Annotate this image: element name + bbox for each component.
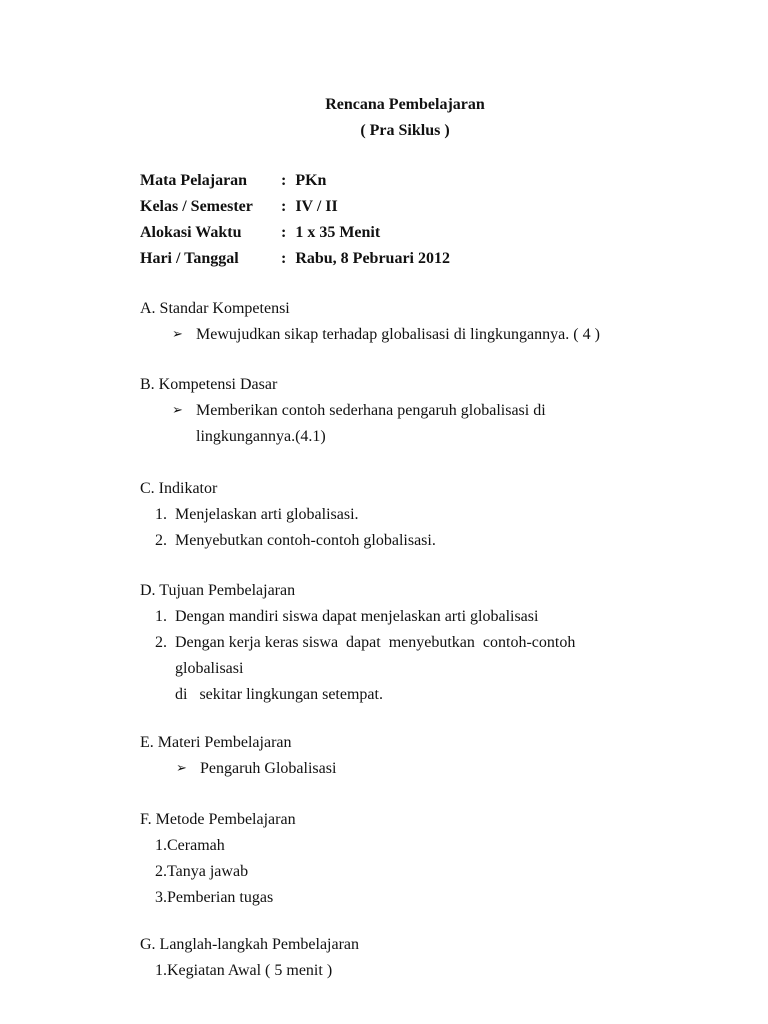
section-heading: D. Tujuan Pembelajaran (140, 582, 296, 599)
section-heading: B. Kompetensi Dasar (140, 376, 278, 393)
meta-row-class-semester (140, 194, 640, 220)
meta-separator: : (281, 250, 287, 267)
section-heading: E. Materi Pembelajaran (140, 734, 292, 751)
list-item-text: Menjelaskan arti globalisasi. (175, 506, 359, 523)
list-item (140, 604, 640, 630)
list-item (140, 398, 640, 450)
meta-label: Hari / Tanggal (140, 250, 239, 267)
section-heading: A. Standar Kompetensi (140, 300, 290, 317)
section-langkah-langkah-pembelajaran (140, 932, 640, 984)
meta-value: PKn (295, 172, 327, 189)
list-item-text: Kegiatan Awal ( 5 menit ) (167, 962, 333, 979)
meta-row-time-allocation (140, 220, 640, 246)
section-indikator (140, 476, 640, 554)
meta-separator: : (281, 224, 287, 241)
arrow-bullet-icon: ➢ (172, 403, 183, 418)
list-number: 2. (155, 532, 167, 549)
section-materi-pembelajaran (140, 730, 640, 782)
document-subtitle: ( Pra Siklus ) (360, 122, 450, 139)
meta-row-subject (140, 168, 640, 194)
list-item (140, 528, 640, 554)
list-item (140, 958, 640, 984)
section-heading: C. Indikator (140, 480, 218, 497)
section-heading: G. Langlah-langkah Pembelajaran (140, 936, 360, 953)
list-item-text: Ceramah (167, 837, 225, 854)
list-number: 3. (155, 889, 167, 906)
meta-row-date (140, 246, 640, 272)
arrow-bullet-icon: ➢ (176, 761, 187, 776)
list-item-text: Mewujudkan sikap terhadap globalisasi di lingkungannya. ( 4 ) (196, 326, 600, 343)
list-number: 2. (155, 634, 167, 651)
list-number: 1. (155, 837, 167, 854)
list-item (140, 322, 640, 348)
list-number: 1. (155, 608, 167, 625)
list-item-text: Tanya jawab (167, 863, 249, 880)
document-title: Rencana Pembelajaran (325, 96, 485, 113)
list-item (140, 630, 640, 708)
meta-value: 1 x 35 Menit (295, 224, 381, 241)
meta-separator: : (281, 172, 287, 189)
arrow-bullet-icon: ➢ (172, 327, 183, 342)
meta-label: Mata Pelajaran (140, 172, 248, 189)
list-number: 2. (155, 863, 167, 880)
list-item-text: Pengaruh Globalisasi (200, 760, 337, 777)
list-item (140, 756, 640, 782)
list-number: 1. (155, 962, 167, 979)
list-item-text: Memberikan contoh sederhana pengaruh globalisasi di lingkungannya.(4.1) (196, 402, 550, 445)
document-content (140, 92, 640, 984)
meta-value: IV / II (295, 198, 338, 215)
list-item (140, 502, 640, 528)
section-metode-pembelajaran (140, 807, 640, 911)
meta-label: Kelas / Semester (140, 198, 253, 215)
list-item (140, 833, 640, 859)
section-standar-kompetensi (140, 296, 640, 348)
list-item (140, 859, 640, 885)
list-item-text: Pemberian tugas (167, 889, 274, 906)
list-item-text: Dengan kerja keras siswa dapat menyebutkan contoh-contoh globalisasi (175, 634, 584, 677)
meta-label: Alokasi Waktu (140, 224, 242, 241)
section-heading: F. Metode Pembelajaran (140, 811, 296, 828)
section-kompetensi-dasar (140, 372, 640, 450)
meta-block (140, 168, 640, 272)
list-item-text: Menyebutkan contoh-contoh globalisasi. (175, 532, 436, 549)
meta-value: Rabu, 8 Pebruari 2012 (295, 250, 450, 267)
list-item-text: Dengan mandiri siswa dapat menjelaskan arti globalisasi (175, 608, 539, 625)
list-item (140, 885, 640, 911)
list-number: 1. (155, 506, 167, 523)
section-tujuan-pembelajaran (140, 578, 640, 708)
list-item-text: di sekitar lingkungan setempat. (175, 686, 383, 703)
meta-separator: : (281, 198, 287, 215)
